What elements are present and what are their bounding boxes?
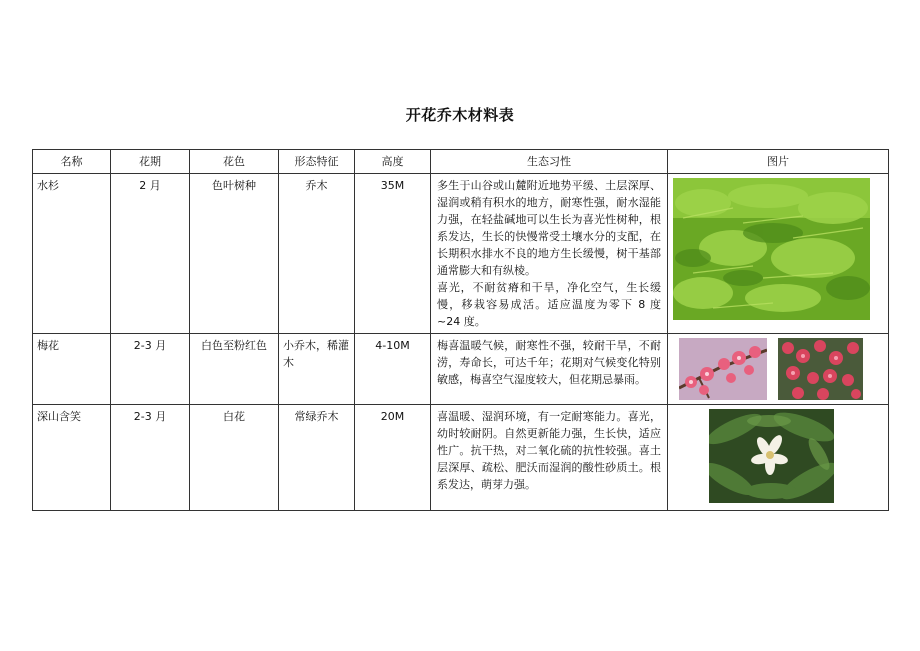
- cell-form: 常绿乔木: [279, 405, 355, 511]
- michelia-flower-photo: [709, 409, 834, 503]
- cell-height: 20M: [355, 405, 431, 511]
- cell-ecology: [431, 405, 668, 511]
- header-color: 花色: [190, 150, 279, 174]
- cell-form: 小乔木，稀灌木: [279, 334, 355, 405]
- cell-name: 梅花: [33, 334, 111, 405]
- cell-period: 2-3 月: [111, 405, 190, 511]
- cell-period: 2 月: [111, 174, 190, 334]
- header-name: 名称: [33, 150, 111, 174]
- page-title: 开花乔木材料表: [405, 106, 515, 124]
- header-image: 图片: [668, 150, 889, 174]
- header-period: 花期: [111, 150, 190, 174]
- metasequoia-foliage-photo: [673, 178, 870, 320]
- header-form: 形态特征: [279, 150, 355, 174]
- cell-color: 色叶树种: [190, 174, 279, 334]
- cell-color: 白花: [190, 405, 279, 511]
- cell-height: 4-10M: [355, 334, 431, 405]
- cell-form: 乔木: [279, 174, 355, 334]
- cell-image: [668, 174, 889, 334]
- plant-table: [32, 149, 889, 511]
- table-row: [33, 334, 889, 405]
- cell-color: 白色至粉红色: [190, 334, 279, 405]
- cell-period: 2-3 月: [111, 334, 190, 405]
- cell-image: [668, 334, 889, 405]
- ecology-text: 梅喜温暖气候，耐寒性不强，较耐干旱，不耐涝，寿命长，可达千年；花期对气候变化特别敏感，梅喜空气湿度较大，但花期忌暴雨。: [437, 339, 661, 386]
- table-header-row: [33, 150, 889, 174]
- cell-name: 深山含笑: [33, 405, 111, 511]
- plum-blossom-photo: [679, 338, 767, 400]
- ecology-text-2: 喜光，不耐贫瘠和干旱，净化空气，生长缓慢，移栽容易成活。适应温度为零下 8 度~24 度。: [437, 281, 661, 328]
- ecology-text: 多生于山谷或山麓附近地势平缓、土层深厚、湿润或稍有积水的地方，耐寒性强，耐水湿能力强，在轻盐碱地可以生长为喜光性树种，根系发达，生长的快慢常受土壤水分的支配，在长期积水排水不良的地方生长缓慢，树干基部通常膨大和有纵棱。: [437, 179, 661, 277]
- header-height: 高度: [355, 150, 431, 174]
- cell-height: 35M: [355, 174, 431, 334]
- cell-ecology: [431, 174, 668, 334]
- table-row: [33, 174, 889, 334]
- header-ecology: 生态习性: [431, 150, 668, 174]
- plum-blossom-branch-photo: [778, 338, 863, 400]
- cell-ecology: [431, 334, 668, 405]
- cell-name: 水杉: [33, 174, 111, 334]
- table-row: [33, 405, 889, 511]
- cell-image: [668, 405, 889, 511]
- ecology-text: 喜温暖、湿润环境，有一定耐寒能力。喜光，幼时较耐阴。自然更新能力强，生长快，适应性广。抗干热，对二氧化硫的抗性较强。喜土层深厚、疏松、肥沃而湿润的酸性砂质土。根系发达，萌芽力强。: [437, 410, 661, 491]
